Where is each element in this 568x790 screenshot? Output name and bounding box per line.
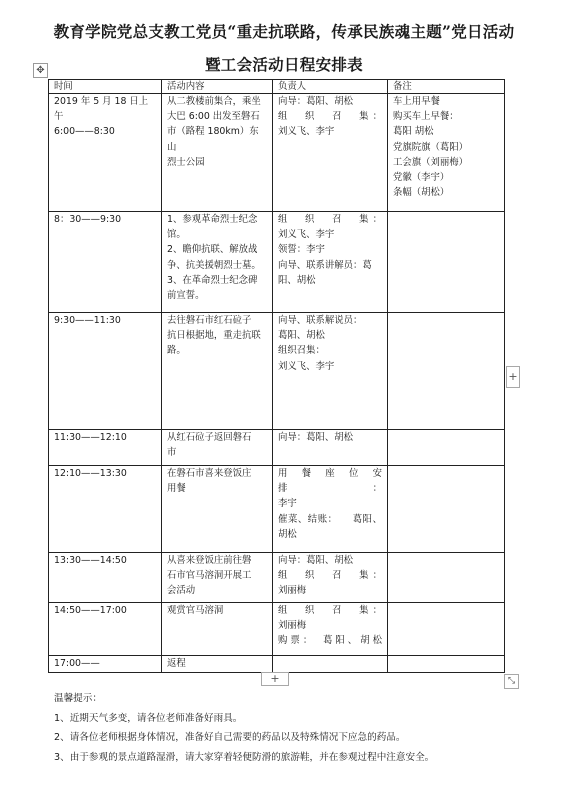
cell-text: 2、瞻仰抗联、解放战: [167, 244, 258, 256]
cell-text: 14:50——17:00: [54, 605, 127, 616]
cell-text: 用 餐 座 位 安 排：: [278, 468, 392, 495]
cell-text: 阳、胡松: [278, 274, 316, 286]
table-row: [49, 603, 505, 656]
cell-text: 党旗院旗（葛阳）: [393, 141, 469, 153]
cell-text: 向导、联系解说员：: [278, 315, 363, 326]
notes-item: 1、近期天气多变，请各位老师准备好雨具。: [54, 712, 243, 724]
table-row: [49, 94, 505, 212]
header-time: 时间: [49, 80, 162, 94]
cell-text: 组织召集：: [278, 345, 325, 357]
table-header-row: [49, 80, 505, 94]
cell-text: 12:10——13:30: [54, 468, 127, 479]
cell-time[interactable]: [49, 212, 162, 313]
cell-text: 刘丽梅: [278, 585, 307, 597]
cell-activity[interactable]: [162, 656, 273, 673]
cell-text: 胡松: [278, 528, 297, 540]
cell-text: 市（路程 180km）东山: [167, 126, 259, 153]
cell-text: 用餐: [167, 483, 186, 495]
cell-time[interactable]: [49, 430, 162, 466]
cell-text: 路。: [167, 345, 186, 357]
cell-text: 馆。: [167, 229, 186, 241]
header-note: 备注: [388, 80, 505, 94]
cell-time[interactable]: [49, 94, 162, 212]
cell-person[interactable]: [273, 466, 392, 553]
cell-text: 向导、联系讲解员：葛: [278, 259, 372, 271]
cell-person[interactable]: [273, 553, 388, 603]
cell-text: 从二教楼前集合，乘坐: [167, 96, 261, 107]
cell-text: 在磐石市喜来登饭庄: [167, 468, 252, 479]
cell-text: 刘义飞、李宇: [278, 126, 335, 138]
cell-text: 购票： 葛阳、胡松: [278, 635, 382, 647]
cell-text: 8：30——9:30: [54, 214, 122, 225]
cell-text: 葛阳、胡松: [278, 330, 325, 342]
cell-text: 抗日根据地，重走抗联: [167, 330, 261, 342]
table-row: [49, 466, 505, 553]
cell-activity[interactable]: [162, 212, 273, 313]
cell-note[interactable]: [388, 656, 505, 673]
cell-time[interactable]: [49, 553, 162, 603]
cell-note[interactable]: [388, 553, 505, 603]
cell-time[interactable]: [49, 313, 162, 430]
cell-text: 石市官马溶洞开展工: [167, 570, 252, 582]
cell-activity[interactable]: [162, 94, 273, 212]
cell-activity[interactable]: [162, 430, 273, 466]
table-row: [49, 656, 505, 673]
notes-heading: 温馨提示：: [54, 693, 102, 704]
cell-text: 向导：葛阳、胡松: [278, 96, 354, 107]
cell-person[interactable]: [273, 656, 388, 673]
cell-time[interactable]: [49, 603, 162, 656]
cell-person[interactable]: [273, 603, 388, 656]
table-row: [49, 212, 505, 313]
cell-text: 组 织 召 集：: [278, 214, 382, 225]
document-title-line2: 暨工会活动日程安排表: [204, 55, 363, 74]
document-title-line1: 教育学院党总支教工党员“重走抗联路，传承民族魂主题”党日活动: [53, 22, 515, 41]
cell-text: 11:30——12:10: [54, 432, 127, 443]
table-row: [49, 553, 505, 603]
cell-text: 条幅（胡松）: [393, 187, 450, 199]
add-row-button[interactable]: +: [261, 672, 289, 686]
cell-text: 观赏官马溶洞: [167, 605, 224, 616]
cell-activity[interactable]: [162, 466, 273, 553]
cell-note[interactable]: [388, 94, 505, 212]
cell-time[interactable]: [49, 656, 162, 673]
cell-text: 刘丽梅: [278, 620, 307, 632]
notes-item: 2、请各位老师根据身体情况，准备好自己需要的药品以及特殊情况下应急的药品。: [54, 732, 406, 743]
cell-note[interactable]: [388, 430, 505, 466]
add-column-button[interactable]: +: [506, 366, 520, 388]
cell-text: 大巴 6:00 出发至磐石: [167, 111, 260, 123]
reminder-notes: [54, 689, 554, 767]
cell-text: 李宇: [278, 498, 297, 510]
cell-text: 1、参观革命烈士纪念: [167, 214, 258, 225]
cell-text: 从红石砬子返回磐石: [167, 432, 252, 443]
cell-activity[interactable]: [162, 313, 273, 430]
cell-text: 会活动: [167, 585, 196, 597]
cell-text: 组 织 召 集：: [278, 111, 382, 123]
cell-text: 返程: [167, 658, 186, 669]
notes-item: 3、由于参观的景点道路湿滑，请大家穿着轻便防滑的旅游鞋，并在参观过程中注意安全。: [54, 751, 435, 763]
cell-text: 葛阳 胡松: [393, 126, 434, 138]
cell-activity[interactable]: [162, 553, 273, 603]
cell-text: 市: [167, 447, 177, 459]
table-row: [49, 313, 505, 430]
table-resize-handle-icon[interactable]: ⤡: [504, 674, 519, 689]
schedule-table: [48, 79, 505, 673]
cell-text: 17:00——: [54, 658, 100, 669]
cell-text: 争、抗美援朝烈士墓。: [167, 259, 261, 271]
cell-person[interactable]: [273, 94, 388, 212]
table-move-handle-icon[interactable]: ✥: [33, 63, 48, 78]
table-row: [49, 430, 505, 466]
cell-text: 党徽（李宇）: [393, 172, 450, 184]
cell-text: 刘义飞、李宇: [278, 360, 335, 372]
cell-note[interactable]: [388, 466, 505, 553]
cell-text: 组 织 召 集：: [278, 605, 382, 616]
cell-text: 烈士公园: [167, 156, 205, 168]
cell-activity[interactable]: [162, 603, 273, 656]
cell-text: 6:00——8:30: [54, 126, 115, 138]
cell-text: 工会旗（刘丽梅）: [393, 156, 469, 168]
cell-text: 向导：葛阳、胡松: [278, 432, 354, 443]
cell-person[interactable]: [273, 430, 388, 466]
cell-note[interactable]: [388, 603, 505, 656]
cell-note[interactable]: [388, 313, 505, 430]
cell-text: 从喜来登饭庄前往磐: [167, 555, 252, 566]
cell-text: 催菜、结账： 葛阳、: [278, 513, 382, 525]
cell-text: 前宣誓。: [167, 290, 205, 302]
cell-text: 2019 年 5 月 18 日上午: [54, 96, 149, 123]
cell-note[interactable]: [388, 212, 505, 313]
cell-person[interactable]: [273, 313, 388, 430]
cell-text: 领誓：李宇: [278, 244, 325, 256]
cell-person[interactable]: [273, 212, 388, 313]
header-activity: 活动内容: [162, 80, 273, 94]
cell-time[interactable]: [49, 466, 162, 553]
cell-text: 9:30——11:30: [54, 315, 121, 326]
cell-text: 13:30——14:50: [54, 555, 127, 566]
header-person: 负责人: [273, 80, 388, 94]
cell-text: 3、在革命烈士纪念碑: [167, 274, 258, 286]
cell-text: 购买车上早餐：: [393, 111, 459, 123]
cell-text: 去往磐石市红石砬子: [167, 315, 252, 326]
cell-text: 刘义飞、李宇: [278, 229, 335, 241]
cell-text: 车上用早餐: [393, 96, 440, 107]
cell-text: 向导：葛阳、胡松: [278, 555, 354, 566]
cell-text: 组 织 召 集：: [278, 570, 382, 582]
